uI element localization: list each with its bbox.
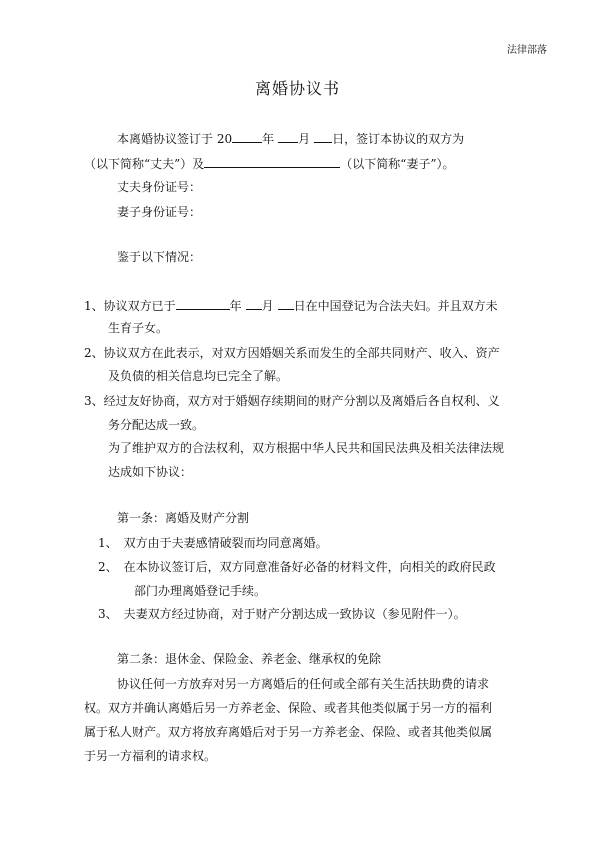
circumstance-1-text: 1、协议双方已于 <box>84 299 176 313</box>
circumstance-3-line-2: 务分配达成一致。 <box>108 418 205 432</box>
circumstance-2-line-1: 2、协议双方在此表示，对双方因婚姻关系而发生的全部共同财产、收入、资产 <box>84 346 500 360</box>
marriage-year-blank[interactable] <box>176 297 230 310</box>
intro-text-2: 日，签订本协议的双方为 <box>332 132 465 146</box>
article-1-heading: 第一条：离婚及财产分割 <box>117 511 250 525</box>
purpose-line-1: 为了维护双方的合法权利，双方根据中华人民共和国民法典及相关法律法规 <box>108 441 505 455</box>
marriage-year-label: 年 <box>229 299 242 313</box>
circumstance-2-line-2: 及负债的相关信息均已完全了解。 <box>108 369 289 383</box>
wife-ref-label: （以下简称“妻子”）。 <box>340 157 455 171</box>
brand-header: 法律部落 <box>507 45 547 56</box>
husband-id-label: 丈夫身份证号： <box>117 180 202 194</box>
article-1-item-2-line-1: 2、 在本协议签订后，双方同意准备好必备的材料文件，向相关的政府民政 <box>98 560 496 574</box>
intro-month-label: 月 <box>298 132 311 146</box>
purpose-line-2: 达成如下协议： <box>108 465 193 479</box>
intro-line-1 <box>117 130 464 146</box>
marriage-month-blank[interactable] <box>246 297 262 310</box>
wife-id-label: 妻子身份证号： <box>117 205 202 219</box>
article-2-para-line-1: 协议任何一方放弃对另一方离婚后的任何或全部有关生活扶助费的请求 <box>117 677 490 691</box>
year-blank[interactable] <box>232 130 262 143</box>
day-blank[interactable] <box>314 130 332 143</box>
intro-line-2 <box>84 155 455 171</box>
document-title: 离婚协议书 <box>254 79 340 98</box>
circumstance-1-text-end: 日在中国登记为合法夫妇。并且双方未 <box>293 299 498 313</box>
circumstances-label: 鉴于以下情况： <box>117 250 202 264</box>
intro-year-label: 年 <box>262 132 275 146</box>
circumstance-1-line-2: 生育子女。 <box>108 321 169 335</box>
article-2-para-line-3: 属于私人财产。双方将放弃离婚后对于另一方养老金、保险、或者其他类似属 <box>84 725 493 739</box>
circumstance-1-line-1 <box>84 297 498 313</box>
article-1-item-2-line-2: 部门办理离婚登记手续。 <box>134 584 267 598</box>
marriage-day-blank[interactable] <box>278 297 294 310</box>
article-2-heading: 第二条：退休金、保险金、养老金、继承权的免除 <box>117 652 382 666</box>
intro-text-1: 本离婚协议签订于 20 <box>117 132 233 146</box>
article-2-para-line-2: 权。双方并确认离婚后另一方养老金、保险、或者其他类似属于另一方的福利 <box>84 701 493 715</box>
circumstance-3-line-1: 3、经过友好协商，双方对于婚姻存续期间的财产分割以及离婚后各自权利、义 <box>84 394 500 408</box>
article-1-item-1: 1、 双方由于夫妻感情破裂而均同意离婚。 <box>98 536 328 550</box>
wife-name-blank[interactable] <box>204 155 340 168</box>
marriage-month-label: 月 <box>261 299 274 313</box>
article-2-para-line-4: 于另一方福利的请求权。 <box>84 749 217 763</box>
month-blank[interactable] <box>278 130 298 143</box>
article-1-item-3: 3、 夫妻双方经过协商，对于财产分割达成一致协议（参见附件一）。 <box>98 607 466 621</box>
husband-ref-label: （以下简称“丈夫”）及 <box>84 157 205 171</box>
